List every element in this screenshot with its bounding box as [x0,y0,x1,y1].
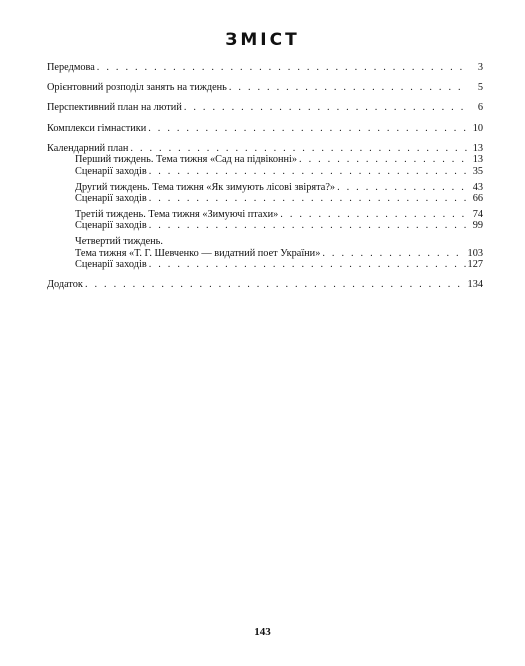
toc-entry-page: 35 [472,165,483,177]
toc-entry-label: Перший тиждень. Тема тижня «Сад на підвіконні» [75,154,298,166]
toc-entry-page: 6 [477,102,483,114]
page-title: ЗМІСТ [225,30,300,50]
toc-entry-label: Календарний план [47,142,129,154]
toc-entry-label: Сценарії заходів [75,193,147,205]
toc-leader-dots [184,102,467,114]
toc-entry-appendix [47,279,483,291]
toc-entry-label: Перспективний план на лютий [47,102,182,114]
toc-sub-entry-week-3 [47,209,483,221]
toc-leader-dots [85,279,466,291]
toc-entry-weekly-distribution [47,82,483,94]
toc-entry-label: Третій тиждень. Тема тижня «Зимуючі птахи» [75,208,279,220]
toc-leader-dots [149,166,467,178]
toc-leader-dots [149,220,467,232]
toc-entry-page: 103 [467,247,483,259]
toc-sub-entry-week-2 [47,182,483,194]
table-of-contents [47,62,483,291]
toc-sub-entry-scenarios-4 [47,259,483,271]
toc-sub-entry-week-4: Четвертий тиждень. [75,235,163,247]
toc-entry-page: 13 [472,154,483,166]
toc-entry-page: 43 [472,181,483,193]
toc-entry-page: 3 [477,62,483,73]
toc-entry-page: 66 [472,193,483,205]
toc-leader-dots [149,259,466,271]
toc-leader-dots [299,154,467,166]
toc-sub-entry-week-1 [47,154,483,166]
toc-sub-entry-scenarios-1 [47,166,483,178]
toc-entry-label: Додаток [47,279,83,291]
toc-leader-dots [322,248,465,260]
toc-entry-label: Орієнтовний розподіл занять на тиждень [47,82,227,94]
toc-leader-dots [130,143,467,155]
toc-entry-page: 127 [467,259,483,271]
toc-entry-perspective-plan [47,102,483,114]
toc-sub-entry-week-4-theme [47,248,483,260]
toc-entry-label: Другий тиждень. Тема тижня «Як зимують лісові звірята?» [75,181,336,193]
toc-entry-page: 10 [472,122,483,134]
toc-entry-gymnastics [47,123,483,135]
toc-leader-dots [280,209,467,221]
toc-entry-page: 134 [467,279,483,291]
toc-leader-dots [97,62,467,74]
toc-leader-dots [229,82,467,94]
toc-entry-page: 13 [472,142,483,154]
toc-leader-dots [337,182,467,194]
toc-entry-label: Сценарії заходів [75,220,147,232]
toc-entry-label: Сценарії заходів [75,259,147,271]
toc-entry-page: 74 [472,208,483,220]
toc-entry-label: Передмова [47,62,95,73]
toc-entry-label: Сценарії заходів [75,165,147,177]
page-number: 143 [254,626,271,638]
toc-sub-entry-scenarios-3 [47,220,483,232]
toc-entry-page: 5 [477,82,483,94]
toc-entry-label: Тема тижня «Т. Г. Шевченко — видатний поет України» [75,247,321,259]
toc-leader-dots [149,193,467,205]
toc-entry-foreword [47,62,483,74]
toc-leader-dots [148,123,467,135]
toc-sub-entry-scenarios-2 [47,193,483,205]
toc-entry-label: Комплекси гімнастики [47,122,147,134]
toc-entry-calendar-plan [47,143,483,155]
toc-entry-page: 99 [472,220,483,232]
